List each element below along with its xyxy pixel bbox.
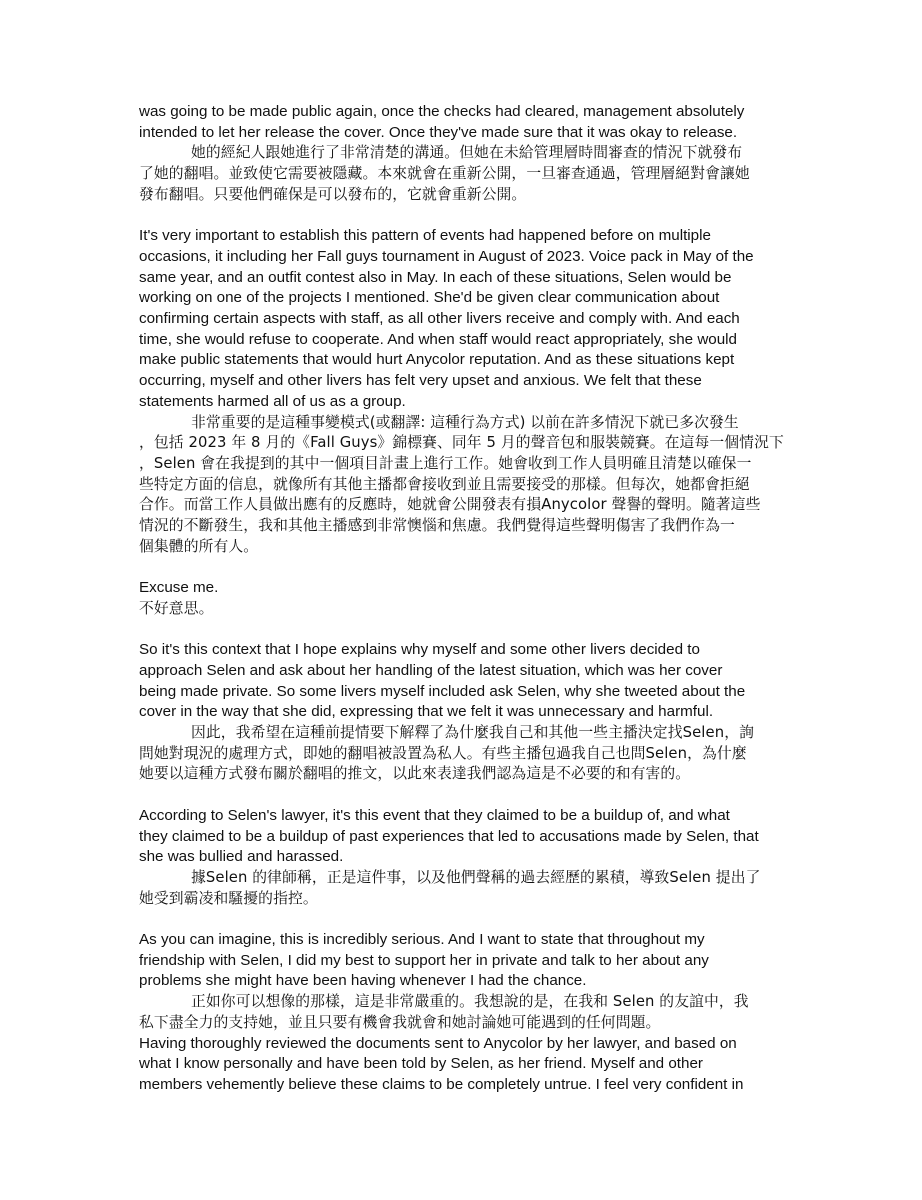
text-line: working on one of the projects I mentioned. She'd be given clear communication about (139, 289, 720, 307)
paragraph-context (139, 640, 779, 785)
paragraph-lawyer-claims (139, 806, 779, 910)
text-line: occurring, myself and other livers has felt very upset and anxious. We felt that these (139, 372, 702, 390)
paragraph-english (139, 806, 779, 868)
text-line: According to Selen's lawyer, it's this event that they claimed to be a buildup of, and what (139, 806, 730, 824)
text-line: 發布翻唱。只要他們確保是可以發布的，它就會重新公開。 (139, 185, 527, 203)
text-line: cover in the way that she did, expressing that we felt it was unnecessary and harmful. (139, 703, 714, 721)
paragraph-chinese (139, 868, 779, 909)
paragraph-english (139, 930, 779, 992)
text-line: 些特定方面的信息，就像所有其他主播都會接收到並且需要接受的那樣。但每次，她都會拒絕 (139, 475, 750, 493)
text-line: same year, and an outfit contest also in May. In each of these situations, Selen would be (139, 268, 732, 286)
text-line: ，Selen 會在我提到的其中一個項目計畫上進行工作。她會收到工作人員明確且清楚以確保一 (139, 454, 752, 472)
paragraph-english-continued (139, 1034, 779, 1096)
text-line: 不好意思。 (139, 599, 214, 617)
text-line: being made private. So some livers myself included ask Selen, why she tweeted about the (139, 682, 746, 700)
text-line: she was bullied and harassed. (139, 848, 344, 866)
text-line: problems she might have been having whenever I had the chance. (139, 972, 587, 990)
text-line: approach Selen and ask about her handling of the latest situation, which was her cover (139, 661, 723, 679)
text-line: 了她的翻唱。並致使它需要被隱藏。本來就會在重新公開，一旦審查通過，管理層絕對會讓她 (139, 165, 750, 183)
text-line: make public statements that would hurt Anycolor reputation. And as these situations kept (139, 351, 735, 369)
paragraph-chinese (139, 413, 784, 558)
text-line: 合作。而當工作人員做出應有的反應時，她就會公開發表有損Anycolor 聲譽的聲明。隨著這些 (139, 496, 761, 514)
text-line: ，包括 2023 年 8 月的《Fall Guys》錦標賽、同年 5 月的聲音包和服裝競賽。在這每一個情況下 (139, 434, 784, 452)
text-line: It's very important to establish this pattern of events had happened before on multiple (139, 227, 711, 245)
paragraph-cover-release (139, 102, 779, 206)
paragraph-chinese (139, 723, 779, 785)
text-line: Having thoroughly reviewed the documents sent to Anycolor by her lawyer, and based on (139, 1034, 737, 1052)
text-line: Excuse me. (139, 579, 219, 597)
text-line: 私下盡全力的支持她，並且只要有機會我就會和她討論她可能遇到的任何問題。 (139, 1013, 661, 1031)
text-line: 情況的不斷發生，我和其他主播感到非常懊惱和焦慮。我們覺得這些聲明傷害了我們作為一 (139, 517, 735, 535)
text-line: 因此，我希望在這種前提情要下解釋了為什麼我自己和其他一些主播決定找Selen，詢 (191, 724, 754, 742)
paragraph-english (139, 226, 779, 412)
paragraph-friendship (139, 930, 779, 1096)
paragraph-chinese (139, 143, 779, 205)
text-line: occasions, it including her Fall guys tournament in August of 2023. Voice pack in May of the (139, 247, 754, 265)
text-line: 非常重要的是這種事變模式(或翻譯: 這種行為方式) 以前在許多情況下就已多次發生 (191, 413, 739, 431)
text-line: 她受到霸凌和騷擾的指控。 (139, 889, 318, 907)
text-line: As you can imagine, this is incredibly serious. And I want to state that throughout my (139, 931, 705, 949)
paragraph-excuse-me (139, 578, 779, 619)
paragraph-english (139, 578, 779, 599)
paragraph-pattern-of-events (139, 226, 784, 557)
text-line: members vehemently believe these claims to be completely untrue. I feel very confident in (139, 1075, 744, 1093)
text-line: 個集體的所有人。 (139, 537, 259, 555)
text-line: 正如你可以想像的那樣，這是非常嚴重的。我想說的是，在我和 Selen 的友誼中，我 (191, 993, 749, 1011)
text-line: So it's this context that I hope explains why myself and some other livers decided to (139, 641, 700, 659)
text-line: they claimed to be a buildup of past experiences that led to accusations made by Selen, that (139, 827, 759, 845)
text-line: confirming certain aspects with staff, as all other livers receive and comply with. And each (139, 310, 740, 328)
paragraph-chinese (139, 992, 779, 1033)
text-line: 她要以這種方式發布關於翻唱的推文，以此來表達我們認為這是不必要的和有害的。 (139, 765, 691, 783)
text-line: was going to be made public again, once the checks had cleared, management absolutely (139, 103, 745, 120)
text-line: 據Selen 的律師稱，正是這件事，以及他們聲稱的過去經歷的累積，導致Selen 提出了 (191, 868, 761, 886)
document-page (139, 102, 784, 1096)
paragraph-chinese (139, 599, 779, 620)
text-line: 問她對現況的處理方式，即她的翻唱被設置為私人。有些主播包過我自己也問Selen，為什麼 (139, 744, 747, 762)
paragraph-english (139, 102, 779, 143)
text-line: time, she would refuse to cooperate. And when staff would react appropriately, she would (139, 330, 738, 348)
text-line: friendship with Selen, I did my best to support her in private and talk to her about any (139, 951, 709, 969)
text-line: statements harmed all of us as a group. (139, 392, 406, 410)
text-line: intended to let her release the cover. Once they've made sure that it was okay to release. (139, 123, 738, 141)
paragraph-english (139, 640, 779, 723)
text-line: what I know personally and have been told by Selen, as her friend. Myself and other (139, 1055, 703, 1073)
text-line: 她的經紀人跟她進行了非常清楚的溝通。但她在未給管理層時間審查的情況下就發布 (191, 144, 743, 162)
